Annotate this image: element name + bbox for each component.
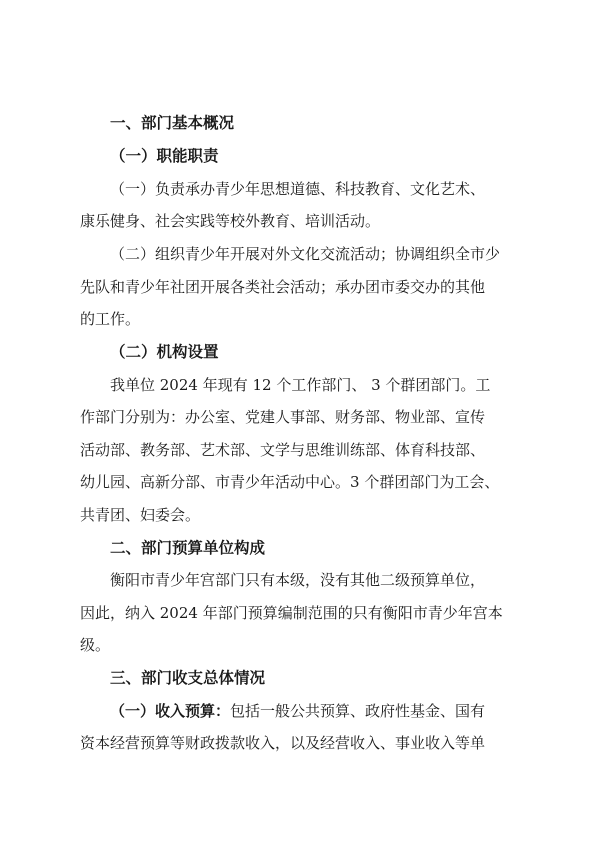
income-budget-text: 包括一般公共预算、政府性基金、国有 <box>230 702 486 720</box>
paragraph-line: 活动部、教务部、艺术部、文学与思维训练部、体育科技部、 <box>80 441 486 459</box>
paragraph-line <box>110 696 485 726</box>
section-heading-2: 二、部门预算单位构成 <box>110 539 266 557</box>
section-heading-3: 三、部门收支总体情况 <box>110 669 266 687</box>
paragraph-line: 幼儿园、高新分部、市青少年活动中心。3 个群团部门为工会、 <box>80 473 500 491</box>
subsection-heading-duties: （一）职能职责 <box>110 147 219 165</box>
paragraph-line: 衡阳市青少年宫部门只有本级，没有其他二级预算单位， <box>110 571 486 589</box>
subsection-heading-organization: （二）机构设置 <box>110 343 219 361</box>
paragraph-line: 级。 <box>80 636 111 654</box>
paragraph-line: 资本经营预算等财政拨款收入，以及经营收入、事业收入等单 <box>80 734 486 752</box>
paragraph-line: 先队和青少年社团开展各类社会活动；承办团市委交办的其他 <box>80 278 486 296</box>
paragraph-line: 我单位 2024 年现有 12 个工作部门、 3 个群团部门。工 <box>110 376 491 394</box>
paragraph-line: 康乐健身、社会实践等校外教育、培训活动。 <box>80 212 381 230</box>
income-budget-label: （一）收入预算： <box>110 702 231 720</box>
paragraph-line: 的工作。 <box>80 310 141 328</box>
section-heading-1: 一、部门基本概况 <box>110 114 235 132</box>
paragraph-line: 作部门分别为：办公室、党建人事部、财务部、物业部、宣传 <box>80 408 486 426</box>
paragraph-line: 共青团、妇委会。 <box>80 506 201 524</box>
paragraph-line: 因此，纳入 2024 年部门预算编制范围的只有衡阳市青少年宫本 <box>80 604 503 622</box>
paragraph-line: （一）负责承办青少年思想道德、科技教育、文化艺术、 <box>110 180 486 198</box>
paragraph-line: （二）组织青少年开展对外文化交流活动；协调组织全市少 <box>110 245 501 263</box>
